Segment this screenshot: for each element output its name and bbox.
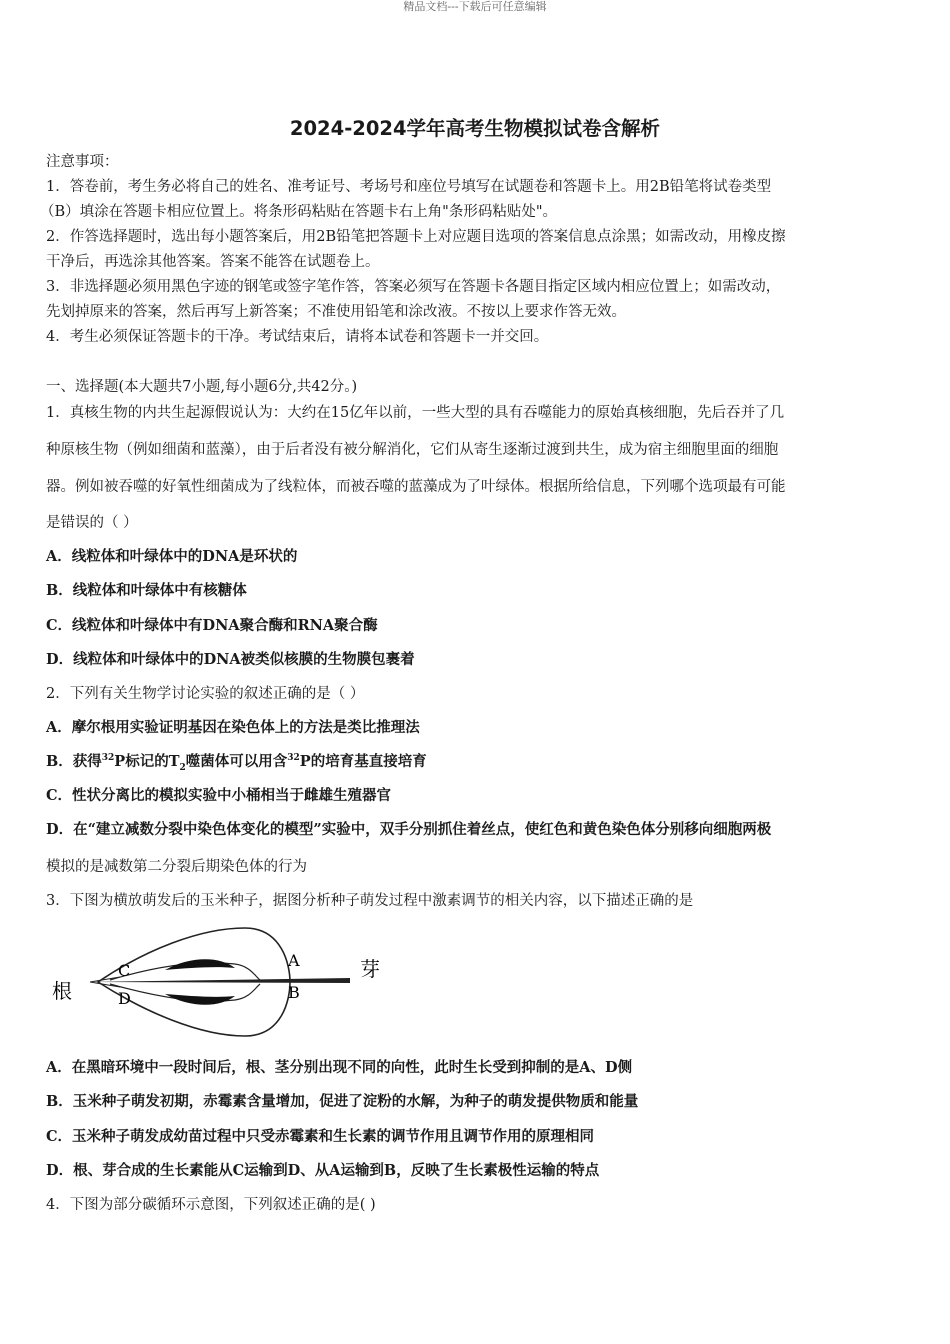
superscript: 32 xyxy=(287,753,300,764)
question-2-option-c: C．性状分离比的模拟实验中小桶相当于雌雄生殖器官 xyxy=(46,787,392,804)
question-1-option-c: C．线粒体和叶绿体中有DNA聚合酶和RNA聚合酶 xyxy=(46,617,378,634)
question-1-stem: 种原核生物（例如细菌和蓝藻），由于后者没有被分解消化，它们从寄生逐渐过渡到共生，成为宿主细胞里面的细胞 xyxy=(46,442,779,458)
embryo-lower-shade xyxy=(165,994,235,1005)
option-b-text: P标记的T xyxy=(114,753,180,770)
question-2-stem: 2．下列有关生物学讨论实验的叙述正确的是（ ） xyxy=(46,686,365,702)
option-b-text: 噬菌体可以用含 xyxy=(185,753,288,770)
notice-line: 3．非选择题必须用黑色字迹的钢笔或签字笔作答，答案必须写在答题卡各题目指定区域内相应位置上；如需改动， xyxy=(46,279,781,295)
notice-line: （B）填涂在答题卡相应位置上。将条形码粘贴在答题卡右上角"条形码粘贴处"。 xyxy=(40,204,557,220)
label-d: D xyxy=(118,989,131,1008)
notice-line: 4．考生必须保证答题卡的干净。考试结束后，请将本试卷和答题卡一并交回。 xyxy=(46,329,549,345)
question-1-option-a: A．线粒体和叶绿体中的DNA是环状的 xyxy=(46,548,298,565)
question-1-option-b: B．线粒体和叶绿体中有核糖体 xyxy=(46,582,247,599)
notice-line: 干净后，再选涂其他答案。答案不能答在试题卷上。 xyxy=(46,254,380,270)
page-title: 2024-2024学年高考生物模拟试卷含解析 xyxy=(289,117,661,140)
question-1-stem: 是错误的（ ） xyxy=(46,515,138,531)
question-3-option-d: D．根、芽合成的生长素能从C运输到D、从A运输到B，反映了生长素极性运输的特点 xyxy=(46,1162,600,1179)
option-b-text: B．获得 xyxy=(46,753,102,770)
notice-line: 1．答卷前，考生务必将自己的姓名、准考证号、考场号和座位号填写在试题卷和答题卡上。用2B铅笔将试卷类型 xyxy=(46,179,772,195)
question-3-option-c: C．玉米种子萌发成幼苗过程中只受赤霉素和生长素的调节作用且调节作用的原理相同 xyxy=(46,1128,595,1145)
option-b-text: P的培育基直接培育 xyxy=(299,753,427,770)
question-3-option-a: A．在黑暗环境中一段时间后，根、茎分别出现不同的向性，此时生长受到抑制的是A、D侧 xyxy=(46,1059,633,1076)
watermark: 精品文档---下载后可任意编辑 xyxy=(403,0,547,13)
notice-heading: 注意事项： xyxy=(46,154,119,170)
notice-line: 先划掉原来的答案，然后再写上新答案；不准使用铅笔和涂改液。不按以上要求作答无效。 xyxy=(46,304,626,320)
question-4-stem: 4．下图为部分碳循环示意图，下列叙述正确的是( ) xyxy=(46,1197,376,1213)
question-2-option-b xyxy=(46,752,427,772)
question-3-option-b: B．玉米种子萌发初期，赤霉素含量增加，促进了淀粉的水解，为种子的萌发提供物质和能量 xyxy=(46,1093,639,1110)
label-root: 根 xyxy=(52,979,72,1003)
embryo-upper-shade xyxy=(165,959,235,970)
question-2-option-d-cont: 模拟的是减数第二分裂后期染色体的行为 xyxy=(46,859,307,875)
label-b: B xyxy=(288,983,300,1002)
superscript: 32 xyxy=(101,753,115,764)
question-1-option-d: D．线粒体和叶绿体中的DNA被类似核膜的生物膜包裹着 xyxy=(46,651,415,668)
question-1-stem: 器。例如被吞噬的好氧性细菌成为了线粒体，而被吞噬的蓝藻成为了叶绿体。根据所给信息，下列哪个选项最有可能 xyxy=(46,479,786,495)
subscript: 2 xyxy=(179,762,186,773)
corn-seed-figure xyxy=(50,920,390,1040)
label-c: C xyxy=(118,961,131,980)
question-2-option-d: D．在“建立减数分裂中染色体变化的模型”实验中，双手分别抓住着丝点，使红色和黄色染色体分别移向细胞两极 xyxy=(46,821,772,838)
label-a: A xyxy=(288,951,300,970)
notice-line: 2．作答选择题时，选出每小题答案后，用2B铅笔把答题卡上对应题目选项的答案信息点涂黑；如需改动，用橡皮擦 xyxy=(46,229,786,245)
section-heading: 一、选择题(本大题共7小题,每小题6分,共42分。) xyxy=(46,379,358,395)
question-1-stem: 1．真核生物的内共生起源假说认为：大约在15亿年以前，一些大型的具有吞噬能力的原始真核细胞，先后吞并了几 xyxy=(46,405,785,421)
question-2-option-a: A．摩尔根用实验证明基因在染色体上的方法是类比推理法 xyxy=(46,719,420,736)
question-3-stem: 3．下图为横放萌发后的玉米种子，据图分析种子萌发过程中激素调节的相关内容，以下描述正确的是 xyxy=(46,893,694,909)
label-bud: 芽 xyxy=(360,957,380,981)
